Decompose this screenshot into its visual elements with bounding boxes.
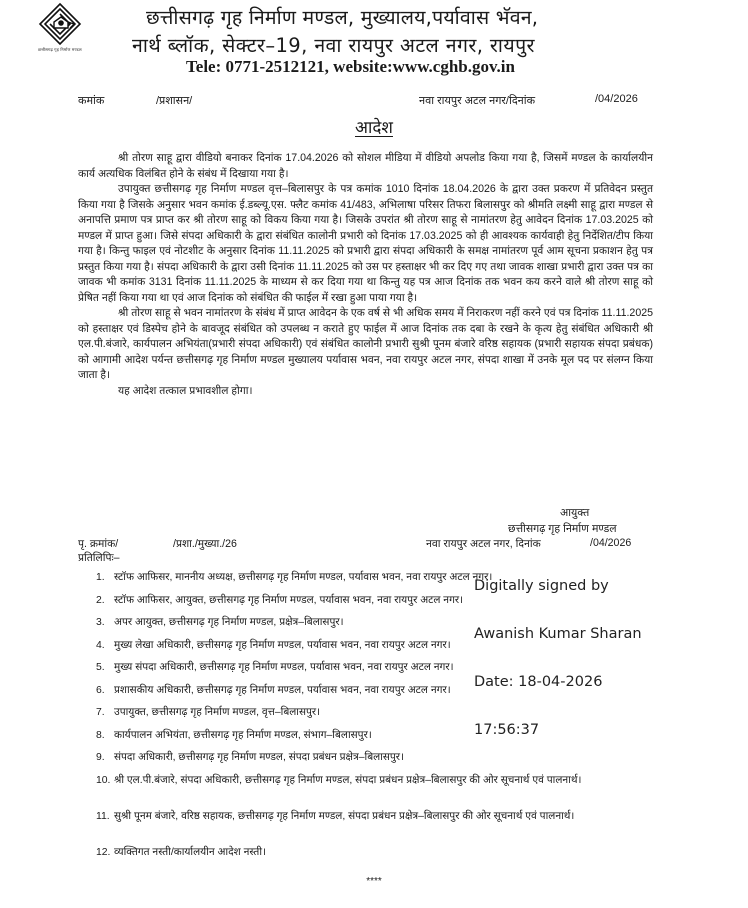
digital-signature-stamp xyxy=(474,546,642,770)
digital-signature-line: Digitally signed by xyxy=(474,578,609,594)
signatory-designation: आयुक्त xyxy=(560,507,590,519)
list-item xyxy=(96,846,656,869)
list-item-number: 6. xyxy=(96,684,105,696)
list-item-text: संपदा अधिकारी, छत्तीसगढ़ गृह निर्माण मण्डल, संपदा प्रबंधन प्रक्षेत्र–बिलासपुर। xyxy=(114,752,404,763)
cghb-logo-icon xyxy=(36,2,84,46)
body-paragraph: यह आदेश तत्काल प्रभावशील होगा। xyxy=(118,384,253,397)
reference-place-date: नवा रायपुर अटल नगर/दिनांक xyxy=(419,95,536,107)
list-item-number: 2. xyxy=(96,594,105,606)
body-paragraph: श्री तोरण साहू द्वारा वीडियो बनाकर दिनांक 17.04.2026 को सोशल मीडिया में वीडियो अपलोड किया गया है, जिसमें मण्डल के कार्यालयीन कार्य अत्यधिक विलंबित होने के संबंध में दिखाया गया है। xyxy=(78,152,653,180)
list-item-text: कार्यपालन अभियंता, छत्तीसगढ़ गृह निर्माण मण्डल, संभाग–बिलासपुर। xyxy=(114,729,372,741)
list-item xyxy=(96,774,656,810)
digital-signature-date: Date: 18-04-2026 xyxy=(474,674,603,690)
copy-place-date: नवा रायपुर अटल नगर, दिनांक xyxy=(426,538,541,550)
logo-caption: छत्तीसगढ़ गृह निर्माण मण्डल xyxy=(38,47,82,52)
list-item-text: अपर आयुक्त, छत्तीसगढ़ गृह निर्माण मण्डल, प्रक्षेत्र–बिलासपुर। xyxy=(114,617,344,628)
list-item-number: 5. xyxy=(96,662,105,673)
letterhead-contact-line: Tele: 0771-2512121, website:www.cghb.gov.in xyxy=(186,57,515,76)
list-item-number: 12. xyxy=(96,846,111,858)
list-item-number: 8. xyxy=(96,729,105,741)
list-item-number: 3. xyxy=(96,617,105,628)
letterhead-address-line: नार्थ ब्लॉक, सेक्टर–19, नवा रायपुर अटल नगर, रायपुर xyxy=(132,34,535,57)
list-item-text: सुश्री पूनम बंजारे, वरिष्ठ सहायक, छत्तीसगढ़ गृह निर्माण मण्डल, संपदा प्रबंधन प्रक्षेत्र–बिलासपुर की ओर सूचनार्थ एवं पालनार्थ। xyxy=(114,810,575,822)
digital-signature-time: 17:56:37 xyxy=(474,722,540,738)
letterhead-org-line: छत्तीसगढ़ गृह निर्माण मण्डल, मुख्यालय,पर्यावास भॅवन, xyxy=(146,6,539,29)
cghb-logo xyxy=(30,2,90,58)
list-item-number: 1. xyxy=(96,572,105,583)
list-item-number: 10. xyxy=(96,774,111,786)
list-item-text: व्यक्तिगत नस्ती/कार्यालयीन आदेश नस्ती। xyxy=(114,846,266,858)
list-item-text: प्रशासकीय अधिकारी, छत्तीसगढ़ गृह निर्माण मण्डल, पर्यावास भवन, नवा रायपुर अटल नगर। xyxy=(114,684,451,696)
list-item-number: 4. xyxy=(96,639,105,651)
list-item-text: मुख्य लेखा अधिकारी, छत्तीसगढ़ गृह निर्माण मण्डल, पर्यावास भवन, नवा रायपुर अटल नगर। xyxy=(114,639,451,651)
digital-signature-signer: Awanish Kumar Sharan xyxy=(474,626,642,642)
copy-date: /04/2026 xyxy=(590,537,632,549)
list-item-text: स्टॉफ आफिसर, माननीय अध्यक्ष, छत्तीसगढ़ गृह निर्माण मण्डल, पर्यावास भवन, नवा रायपुर अटल नगर। xyxy=(114,572,493,583)
copy-reference-number: पृ. क्रमांक/ xyxy=(78,538,119,550)
signatory-organisation: छत्तीसगढ़ गृह निर्माण मण्डल xyxy=(508,523,617,535)
document-title xyxy=(0,115,748,138)
reference-number-label: कमांक xyxy=(78,95,105,107)
order-body xyxy=(78,151,653,399)
reference-dept: /प्रशासन/ xyxy=(156,95,193,107)
list-item-number: 11. xyxy=(96,810,110,822)
copy-reference-code: /प्रशा./मुख्या./26 xyxy=(173,538,237,550)
document-title-text: आदेश xyxy=(355,118,393,137)
list-item-text: मुख्य संपदा अधिकारी, छत्तीसगढ़ गृह निर्माण मण्डल, पर्यावास भवन, नवा रायपुर अटल नगर। xyxy=(114,662,454,673)
reference-date: /04/2026 xyxy=(595,93,638,105)
list-item-text: उपायुक्त, छत्तीसगढ़ गृह निर्माण मण्डल, वृत्त–बिलासपुर। xyxy=(114,707,321,718)
body-paragraph: उपायुक्त छत्तीसगढ़ गृह निर्माण मण्डल वृत्त–बिलासपुर के पत्र कमांक 1010 दिनांक 18.04.2026 के द्वारा उक्त प्रकरण में प्रतिवेदन प्रस्तुत किया गया है जिसके अनुसार भवन कमांक ई.डब्ल्यू.एस. फ्लैट कमांक 41/483, अभिलाषा परिसर तिफरा बिलासपुर को श्रीमति लक्ष्मी साहू द्वारा मण्डल से अनापत्ति प्रमाण पत्र प्राप्त कर श्री तोरण साहू को विकय किया गया है। जिसके उपरांत श्री तोरण साहू से नामांतरण हेतु आवेदन दिनांक 17.03.2025 को मण्डल में प्राप्त हुआ। जिसे संपदा अधिकारी के द्वारा संबंधित कालोनी प्रभारी को दिनांक 17.03.2025 को ही आवश्यक कार्यवाही हेतु निर्देशित/टीप किया गया है। किन्तु फाइल एवं नोटशीट के अनुसार दिनांक 11.11.2025 को प्रभारी द्वारा संपदा अधिकारी के समक्ष नामांतरण पूर्व आम सूचना प्रकाशन हेतु पत्र प्रस्तुत किया गया है। संपदा अधिकारी के द्वारा उसी दिनांक 11.11.2025 को उस पर हस्ताक्षर भी कर दिए गए तथा जावक शाखा प्रभारी द्वारा उक्त पत्र का जावक भी कमांक 3131 दिनांक 11.11.2025 के माध्यम से कर दिया गया था किन्तु यह पत्र आज दिनांक तक भवन कय करने वाले श्री तोरण साहू को प्रेषित नहीं किया गया था एवं आज दिनांक को संबंधित की फाईल में रखा हुआ पाया गया है। xyxy=(78,183,653,304)
body-paragraph: श्री तोरण साहू से भवन नामांतरण के संबंध में प्राप्त आवेदन के एक वर्ष से भी अधिक समय में निराकरण नहीं करने एवं पत्र दिनांक 11.11.2025 को हस्ताक्षर एवं डिस्पेच होने के बावजूद संबंधित को उपलब्ध न कराते हुए फाईल में आज दिनांक तक दबा के रखने के कृत्य हेतु संबंधित अधिकारी श्री एल.पी.बंजारे, कार्यपालन अभियंता(प्रभारी संपदा अधिकारी) एवं संबंधित कालोनी प्रभारी सुश्री पूनम बंजारे वरिष्ठ सहायक (प्रभारी सहायक संपदा प्रबंधक) को आगामी आदेश पर्यन्त छत्तीसगढ़ गृह निर्माण मण्डल मुख्यालय पर्यावास भवन, नवा रायपुर अटल नगर, संपदा शाखा में उनके मूल पद पर संलग्न किया जाता है। xyxy=(78,307,653,381)
list-item xyxy=(96,810,656,846)
list-item-number: 9. xyxy=(96,752,105,763)
list-item-text: श्री एल.पी.बंजारे, संपदा अधिकारी, छत्तीसगढ़ गृह निर्माण मण्डल, संपदा प्रबंधन प्रक्षेत्र–बिलासपुर की ओर सूचनार्थ एवं पालनार्थ। xyxy=(114,774,582,786)
list-item-text: स्टॉफ आफिसर, आयुक्त, छत्तीसगढ़ गृह निर्माण मण्डल, पर्यावास भवन, नवा रायपुर अटल नगर। xyxy=(114,594,464,606)
end-mark: **** xyxy=(366,876,382,887)
copy-to-heading: प्रतिलिपिः– xyxy=(78,552,120,564)
list-item-number: 7. xyxy=(96,707,105,718)
